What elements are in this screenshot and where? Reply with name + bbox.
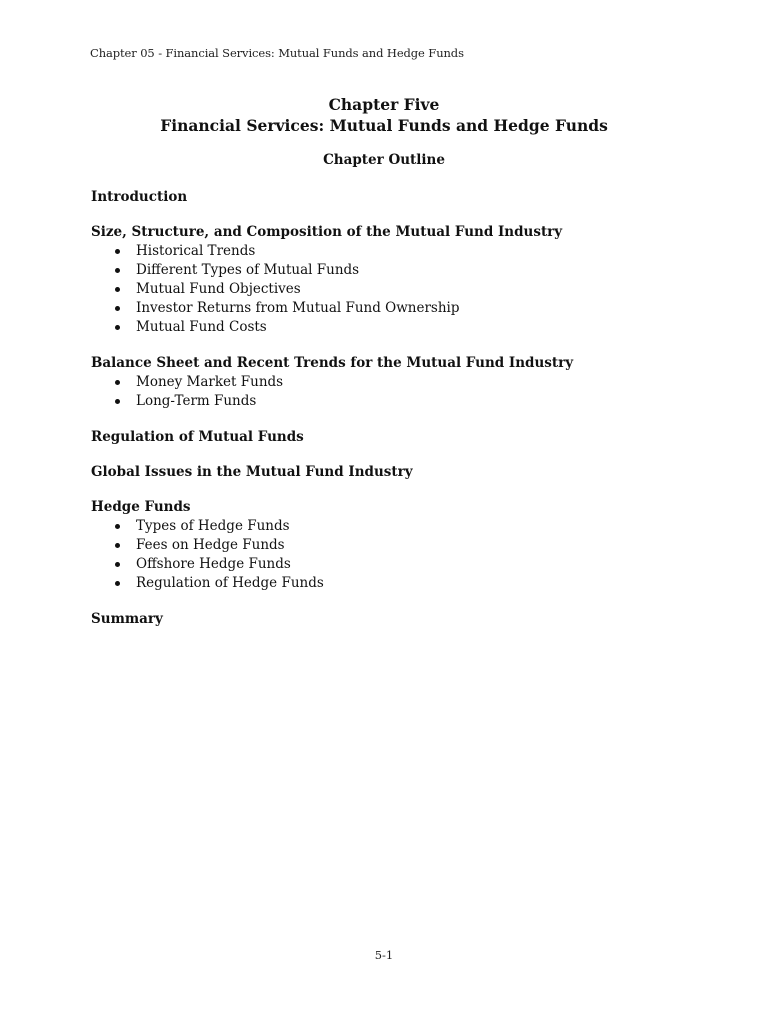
list-item: Fees on Hedge Funds <box>113 536 691 555</box>
outline-section <box>91 463 691 481</box>
section-heading: Balance Sheet and Recent Trends for the Mutual Fund Industry <box>91 355 574 371</box>
list-item: Investor Returns from Mutual Fund Ownership <box>113 299 691 318</box>
outline-section <box>91 498 691 593</box>
bullet-list <box>91 373 691 411</box>
section-heading: Size, Structure, and Composition of the Mutual Fund Industry <box>91 224 563 240</box>
chapter-title: Financial Services: Mutual Funds and Hedge Funds <box>160 116 608 135</box>
section-heading: Summary <box>91 611 163 627</box>
title-block <box>0 94 768 136</box>
section-heading: Hedge Funds <box>91 499 191 515</box>
outline-section <box>91 428 691 446</box>
list-item: Money Market Funds <box>113 373 691 392</box>
list-item: Types of Hedge Funds <box>113 517 691 536</box>
outline-section <box>91 223 691 337</box>
list-item: Long-Term Funds <box>113 392 691 411</box>
outline-title: Chapter Outline <box>323 152 445 168</box>
list-item: Mutual Fund Costs <box>113 318 691 337</box>
section-heading: Global Issues in the Mutual Fund Industry <box>91 464 413 480</box>
bullet-list <box>91 517 691 593</box>
section-heading: Regulation of Mutual Funds <box>91 429 304 445</box>
section-heading: Introduction <box>91 189 188 205</box>
outline-content <box>91 188 691 645</box>
outline-section <box>91 188 691 206</box>
list-item: Offshore Hedge Funds <box>113 555 691 574</box>
list-item: Regulation of Hedge Funds <box>113 574 691 593</box>
list-item: Mutual Fund Objectives <box>113 280 691 299</box>
running-header: Chapter 05 - Financial Services: Mutual Funds and Hedge Funds <box>90 46 464 60</box>
bullet-list <box>91 242 691 337</box>
outline-section <box>91 354 691 411</box>
outline-section <box>91 610 691 628</box>
page-number: 5-1 <box>374 948 394 962</box>
chapter-number: Chapter Five <box>328 95 440 114</box>
list-item: Historical Trends <box>113 242 691 261</box>
list-item: Different Types of Mutual Funds <box>113 261 691 280</box>
